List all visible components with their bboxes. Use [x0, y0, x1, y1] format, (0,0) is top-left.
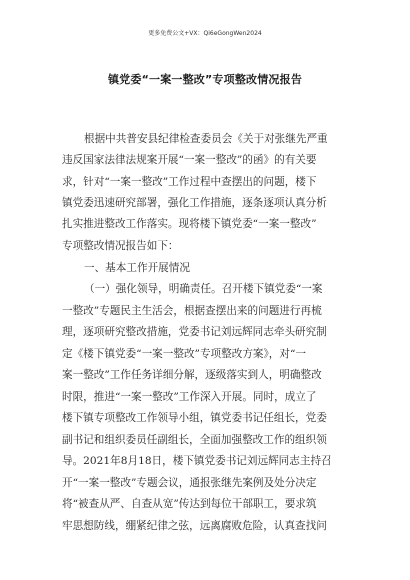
body-line: 理，逐项研究整改措施，党委书记刘远辉同志牵头研究制	[62, 326, 327, 338]
body-line: 案一整改”工作任务详细分解，逐级落实到人，明确整改	[62, 369, 322, 381]
body-line: 求，针对“一案一整改”工作过程中查摆出的问题，楼下	[62, 176, 317, 188]
body-line: 时限，推进“一案一整改”工作深入开展。同时，成立了	[62, 391, 317, 403]
section-heading: 一、基本工作开展情况	[84, 262, 190, 274]
body-line: 一整改”专题民主生活会，根据查摆出来的问题进行再梳	[62, 305, 322, 317]
body-line: 开“一案一整改”专题会议，通报张继先案例及处分决定	[62, 477, 317, 489]
body-line: 牢思想防线，绷紧纪律之弦，远离腐败危险，认真查找问	[62, 520, 327, 532]
body-line: 根据中共普安县纪律检查委员会《关于对张继先严重	[84, 133, 328, 145]
body-line: 镇党委迅速研究部署，强化工作措施，逐条逐项认真分析	[62, 197, 327, 209]
body-line: 违反国家法律法规案开展“一案一整改”的函》的有关要	[62, 154, 317, 166]
header-note: 更多免费公文+VX：Qi6eGongWen2024	[148, 30, 262, 37]
document-title: 镇党委“一案一整改”专项整改情况报告	[107, 73, 303, 86]
body-line: 扎实推进整改工作落实。现将楼下镇党委“一案一整改”	[62, 218, 317, 230]
body-line: 专项整改情况报告如下：	[62, 240, 179, 252]
body-line: 副书记和组织委员任副组长，全面加强整改工作的组织领	[62, 434, 327, 446]
body-line: 导。2021年8月18日，楼下镇党委书记刘远辉同志主持召	[62, 455, 332, 467]
body-line: 楼下镇专项整改工作领导小组，镇党委书记任组长，党委	[62, 412, 327, 424]
body-line: 将“被查从严、自查从宽”传达到每位干部职工，要求筑	[62, 498, 317, 510]
body-line: （一）强化领导，明确责任。召开楼下镇党委“一案	[84, 283, 323, 295]
body-line: 定《楼下镇党委“一案一整改”专项整改方案》，对“一	[62, 348, 307, 360]
